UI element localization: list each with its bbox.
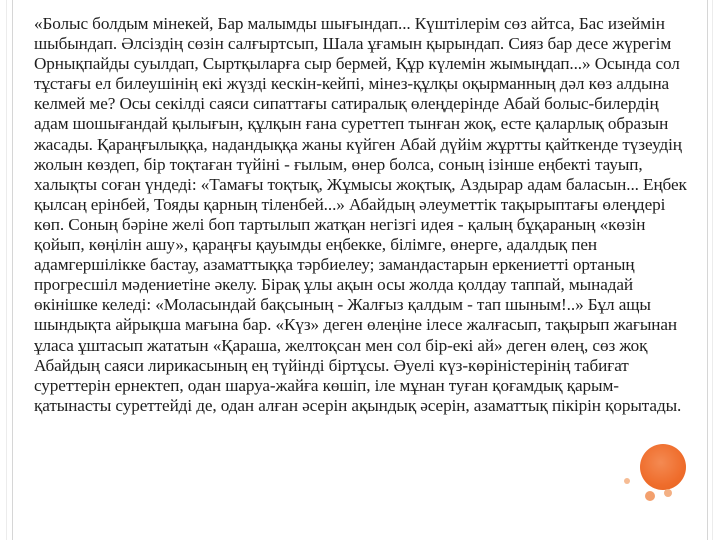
- decorative-orange-circle: [640, 444, 686, 490]
- decorative-dot-small: [624, 478, 630, 484]
- slide-body-text: «Болыс болдым мінекей, Бар малымды шығындап... Күштілерім сөз айтса, Бас изеймін шыбындап. Әлсіздің сөзін салғыртсып, Шала ұғамын қырындап. Сияз бар десе жүрегім Орнықпайды суылдап, Сыртқыларға сыр бермей, Құр күлемін жымыңдап...» Осында сол тұстағы ел билеушінің екі жүзді кескін-кейпі, мінез-құлқы оқырманның дәл көз алдына келмей ме? Осы секілді саяси сипаттағы сатиралық өлеңдерінде Абай болыс-билердің адам шошығандай қылығын, құлқын ғана суреттеп тынған жоқ, есте қаларлық образын жасады. Қараңғылыққа, надандыққа жаны күйген Абай дүйім жұртты қайткенде түзеудің жолын көздеп, бір тоқтаған түйіні - ғылым, өнер болса, соның ізінше еңбекті тауып, халықты соған үндеді: «Тамағы тоқтық, Жұмысы жоқтық, Аздырар адам баласын... Еңбек қылсаң ерінбей, Тояды қарның тіленбей...» Абайдың әлеуметтік тақырыптағы өлеңдері көп. Соның бәріне желі боп тартылып жатқан негізгі идея - қалың бұқараның «көзін қойып, көңілін ашу», қараңғы қауымды еңбекке, білімге, өнерге, адалдық пен адамгершілікке бастау, азаматтыққа тәрбиелеу; замандастарын еркениетті ортаның прогресшіл мәдениетіне әкелу. Бірақ ұлы ақын осы жолда қолдау таппай, мынадай өкінішке келеді: «Моласындай бақсының - Жалғыз қалдым - тап шыным!..» Бұл ащы шындықта айрықша мағына бар. «Күз» деген өлеңіне ілесе жалғасып, тақырып жағынан ұласа ұштасып жататын «Қараша, желтоқсан мен сол бір-екі ай» деген өлең, сөз жоқ Абайдың саяси лирикасының ең түйінді біртұсы. Әуелі күз-көріністерінің табиғат суреттерін ернектеп, одан шаруа-жайға көшіп, іле мұнан туған қоғамдық қарым-қатынасты суреттейді де, одан алған әсерін ақындық әсерін, азаматтық пікірін қорытады.: [34, 14, 687, 415]
- decorative-dot-small: [645, 491, 655, 501]
- decorative-dot-small: [664, 489, 672, 497]
- right-border-line: [707, 0, 708, 540]
- left-border-line: [12, 0, 13, 540]
